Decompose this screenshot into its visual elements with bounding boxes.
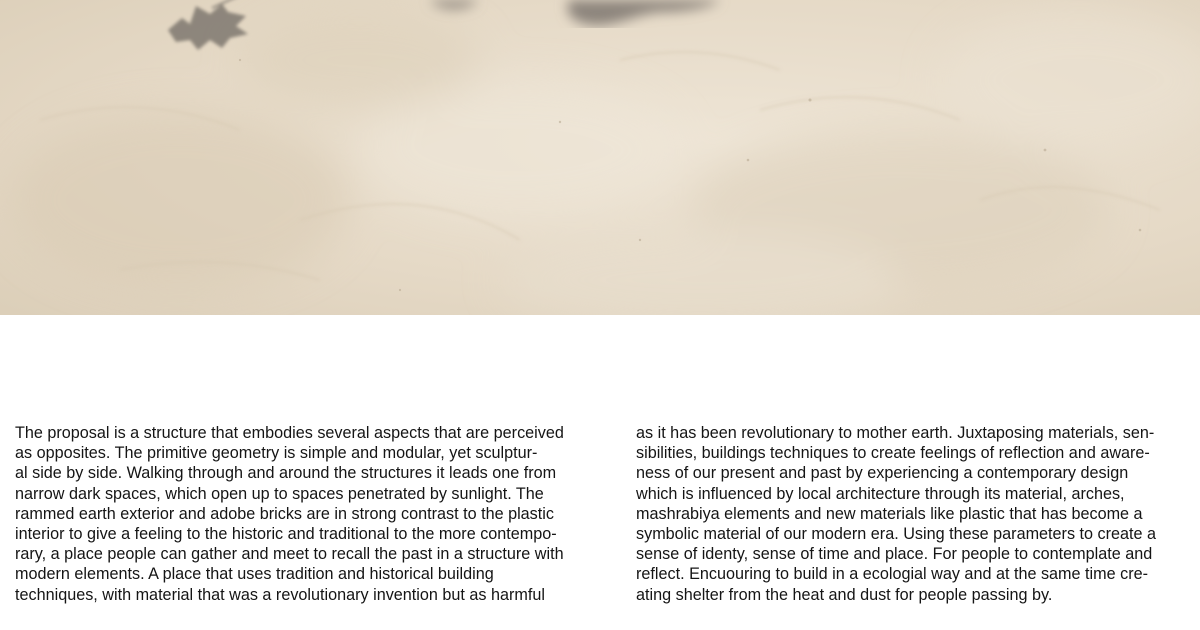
paragraph-line: narrow dark spaces, which open up to spaces penetrated by sunlight. The <box>15 484 544 503</box>
paragraph-line: reflect. Encuouring to build in a ecologial way and at the same time cre- <box>636 565 1148 584</box>
paragraph-line: symbolic material of our modern era. Using these parameters to create a <box>636 525 1157 544</box>
paragraph-line: ating shelter from the heat and dust for people passing by. <box>636 585 1053 604</box>
paragraph-line: as opposites. The primitive geometry is simple and modular, yet sculptur- <box>15 444 538 463</box>
paragraph-line: rammed earth exterior and adobe bricks are in strong contrast to the plastic <box>15 504 554 523</box>
paragraph-line: techniques, with material that was a revolutionary invention but as harmful <box>15 585 545 604</box>
paragraph-line: mashrabiya elements and new materials like plastic that has become a <box>636 504 1143 523</box>
paragraph-line: sibilities, buildings techniques to create feelings of reflection and aware- <box>636 444 1150 463</box>
paragraph-line: sense of identy, sense of time and place. For people to contemplate and <box>636 545 1153 564</box>
paragraph-line: as it has been revolutionary to mother earth. Juxtaposing materials, sen- <box>636 424 1155 442</box>
body-text-left-column <box>15 423 615 605</box>
paragraph-line: ness of our present and past by experiencing a contemporary design <box>636 464 1129 483</box>
paragraph-line: interior to give a feeling to the historic and traditional to the more contempo- <box>15 525 557 544</box>
paragraph-line: al side by side. Walking through and around the structures it leads one from <box>15 464 557 483</box>
paragraph-line: which is influenced by local architecture through its material, arches, <box>636 484 1125 503</box>
paragraph-line: modern elements. A place that uses tradition and historical building <box>15 565 494 584</box>
paragraph-line: rary, a place people can gather and meet to recall the past in a structure with <box>15 545 564 564</box>
paragraph-line: The proposal is a structure that embodies several aspects that are perceived <box>15 424 564 442</box>
body-text-right-column <box>636 423 1196 605</box>
